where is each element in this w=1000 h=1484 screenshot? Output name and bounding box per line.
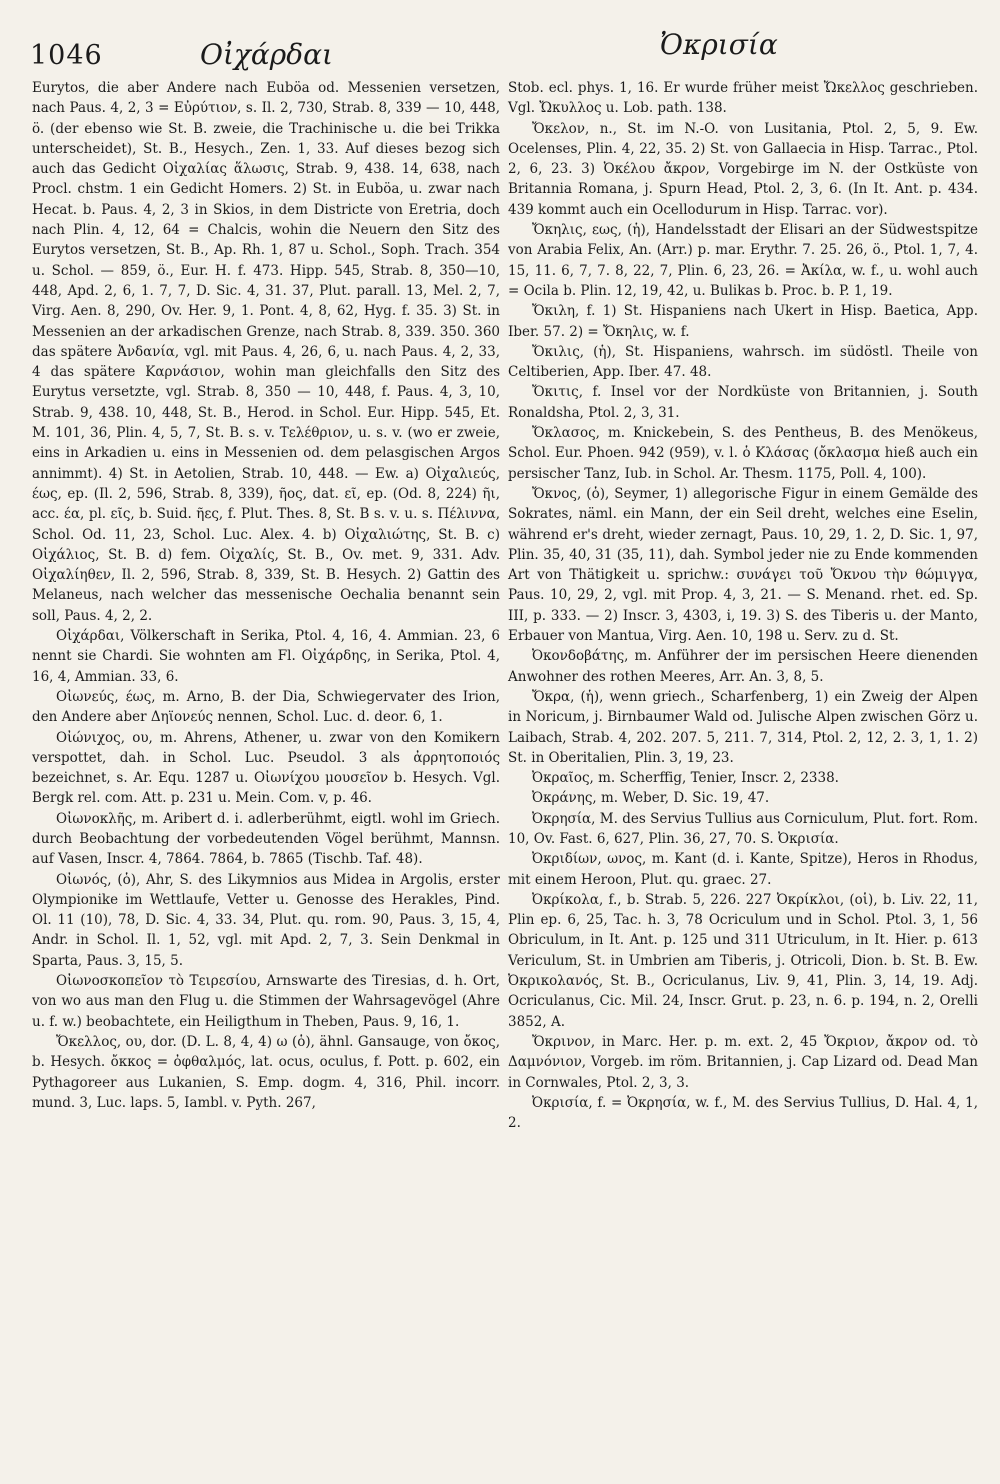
dictionary-entry: Ὀκριδίων, ωνος, m. Kant (d. i. Kante, Spitze), Heros in Rhodus, mit einem Heroon, Plut. qu. graec. 27. (508, 851, 978, 888)
dictionary-entry: Οἰωνοσκοπεῖον τὸ Τειρεσίου, Arnswarte des Tiresias, d. h. Ort, von wo aus man den Flug u. die Stimmen der Wahrsagevögel (Ahre u. f. w.) beobachtete, ein Heiligthum in Theben, Paus. 9, 16, 1. (32, 973, 500, 1030)
dictionary-entry: Ὄκλασος, m. Knickebein, S. des Pentheus, B. des Menökeus, Schol. Eur. Phoen. 942 (959), v. l. ὁ Κλάσας (ὄκλασμα hieß auch ein persischer Tanz, Iub. in Schol. Ar. Thesm. 1175, Poll. 4, 100). (508, 425, 978, 482)
dictionary-entry: Ὄκρινον, in Marc. Her. p. m. ext. 2, 45 Ὄκριον, ἄκρον od. τὸ Δαμνόνιον, Vorgeb. im röm. Britannien, j. Cap Lizard od. Dead Man in Cornwales, Ptol. 2, 3, 3. (508, 1033, 978, 1091)
right-running-headword: Ὀκρισία (660, 28, 778, 61)
left-running-headword: Οἰχάρδαι (200, 38, 334, 71)
dictionary-entry: Ὄκελον, n., St. im N.-O. von Lusitania, Ptol. 2, 5, 9. Ew. Ocelenses, Plin. 4, 22, 35. 2) St. von Gallaecia in Hisp. Tarrac., Ptol. 2, 6, 23. 3) Ὀκέλου ἄκρον, Vorgebirge im N. der Ostküste von Britannia Romana, j. Spurn Head, Ptol. 2, 3, 6. (In It. Ant. p. 434. 439 kommt auch ein Ocellodurum in Hisp. Tarrac. vor). (508, 120, 978, 218)
dictionary-entry: Ὄκιτις, f. Insel vor der Nordküste von Britannien, j. South Ronaldsha, Ptol. 2, 3, 31. (508, 384, 978, 421)
dictionary-entry: Ὀκραῖος, m. Scherffig, Tenier, Inscr. 2, 2338. (532, 770, 839, 787)
dictionary-entry: Ὄκρα, (ἡ), wenn griech., Scharfenberg, 1) ein Zweig der Alpen in Noricum, j. Birnbaumer Wald od. Julische Alpen zwischen Görz u. Laibach, Strab. 4, 202. 207. 5, 211. 7, 314, Ptol. 2, 12, 2. 3, 1, 1. 2) St. in Oberitalien, Plin. 3, 19, 23. (508, 688, 978, 766)
page-header (0, 28, 1000, 84)
dictionary-entry: Ὄκηλις, εως, (ἡ), Handelsstadt der Elisari an der Südwestspitze von Arabia Felix, An. (Arr.) p. mar. Erythr. 7. 25. 26, ö., Ptol. 1, 7, 4. 15, 11. 6, 7, 7. 8, 22, 7, Plin. 6, 23, 26. = Ἀκίλα, w. f., u. wohl auch = Ocila b. Plin. 12, 19, 42, u. Bulikas b. Proc. b. P. 1, 19. (508, 222, 978, 299)
dictionary-entry: Οἰωνεύς, έως, m. Arno, B. der Dia, Schwiegervater des Irion, den Andere aber Δηϊονεύς nennen, Schol. Luc. d. deor. 6, 1. (32, 688, 500, 726)
dictionary-entry: Οἰωνοκλῆς, m. Aribert d. i. adlerberühmt, eigtl. wohl im Griech. durch Beobachtung der vorbedeutenden Vögel berühmt, Mannsn. auf Vasen, Inscr. 4, 7864. 7864, b. 7865 (Tischb. Taf. 48). (32, 810, 500, 868)
left-column (32, 78, 500, 1113)
dictionary-entry: Ὀκρησία, M. des Servius Tullius aus Corniculum, Plut. fort. Rom. 10, Ov. Fast. 6, 627, Plin. 36, 27, 70. S. Ὀκρισία. (508, 810, 978, 847)
dictionary-entry: Οἰχάρδαι, Völkerschaft in Serika, Ptol. 4, 16, 4. Ammian. 23, 6 nennt sie Chardi. Sie wohnten am Fl. Οἰχάρδης, in Serika, Ptol. 4, 16, 4, Ammian. 33, 6. (32, 628, 500, 685)
dictionary-entry: Ὀκρίκολα, f., b. Strab. 5, 226. 227 Ὀκρίκλοι, (οἱ), b. Liv. 22, 11, Plin ep. 6, 25, Tac. h. 3, 78 Ocriculum und in Schol. Ptol. 3, 1, 56 Obriculum, in It. Ant. p. 125 und 311 Utriculum, in It. Hier. p. 613 Vericulum, St. in Umbrien am Tiberis, j. Otricoli, Dion. b. St. B. Ew. Ὀκρικολανός, St. B., Ocriculanus, Liv. 9, 41, Plin. 3, 14, 19. Adj. Ocriculanus, Cic. Mil. 24, Inscr. Grut. p. 23, n. 6. p. 194, n. 2, Orelli 3852, A. (508, 891, 978, 1030)
dictionary-entry: Ὄκιλη, f. 1) St. Hispaniens nach Ukert in Hisp. Baetica, App. Iber. 57. 2) = Ὄκηλις, w. f. (508, 303, 978, 340)
dictionary-entry: Ὄκιλις, (ἡ), St. Hispaniens, wahrsch. im südöstl. Theile von Celtiberien, App. Iber. 47. 48. (508, 343, 978, 381)
dictionary-entry: Οἰώνιχος, ου, m. Ahrens, Athener, u. zwar von den Komikern verspottet, dah. in Schol. Luc. Pseudol. 3 als ἀρρητοποιός bezeichnet, s. Ar. Equ. 1287 u. Οἰωνίχου μουσεῖον b. Hesych. Vgl. Bergk rel. com. Att. p. 231 u. Mein. Com. v, p. 46. (32, 729, 500, 807)
dictionary-entry: Ὄκελλος, ου, dor. (D. L. 8, 4, 4) ω (ὁ), ähnl. Gansauge, von ὄκος, b. Hesych. ὄκκος = ὀφθαλμός, lat. ocus, oculus, f. Pott. p. 602, ein Pythagoreer aus Lukanien, S. Emp. dogm. 4, 316, Phil. incorr. mund. 3, Luc. laps. 5, Iambl. v. Pyth. 267, (32, 1033, 500, 1111)
dictionary-entry: Οἰωνός, (ὁ), Ahr, S. des Likymnios aus Midea in Argolis, erster Olympionike im Wettlaufe, Vetter u. Genosse des Herakles, Pind. Ol. 11 (10), 78, D. Sic. 4, 33. 34, Plut. qu. rom. 90, Paus. 3, 15, 4, Andr. in Schol. Il. 1, 52, vgl. mit Apd. 2, 7, 3. Sein Denkmal in Sparta, Paus. 3, 15, 5. (32, 871, 500, 969)
dictionary-entry: Eurytos, die aber Andere nach Euböa od. Messenien versetzen, nach Paus. 4, 2, 3 = Εὐρύτιον, s. Il. 2, 730, Strab. 8, 339 — 10, 448, ö. (der ebenso wie St. B. zweie, die Trachinische u. die bei Trikka unterscheidet), St. B., Hesych., Zen. 1, 33. Auf dieses bezog sich auch das Gedicht Οἰχαλίας ἅλωσις, Strab. 9, 438. 14, 638, nach Procl. chstm. 1 ein Gedicht Homers. 2) St. in Euböa, u. zwar nach Hecat. b. Paus. 4, 2, 3 in Skios, in dem Districte von Eretria, doch nach Plin. 4, 12, 64 = Chalcis, wohin die Neuern den Sitz des Eurytos versetzen, St. B., Ap. Rh. 1, 87 u. Schol., Soph. Trach. 354 u. Schol. — 859, ö., Eur. H. f. 473. Hipp. 545, Strab. 8, 350—10, 448, Apd. 2, 6, 1. 7, 7, D. Sic. 4, 31. 37, Plut. parall. 13, Mel. 2, 7, Virg. Aen. 8, 290, Ov. Her. 9, 1. Pont. 4, 8, 62, Hyg. f. 35. 3) St. in Messenien an der arkadischen Grenze, nach Strab. 8, 339. 350. 360 das spätere Ἀνδανία, vgl. mit Paus. 4, 26, 6, u. nach Paus. 4, 2, 33, 4 das spätere Καρνάσιον, wohin man gleichfalls den Sitz des Eurytus versetzte, vgl. Strab. 8, 350 — 10, 448, f. Paus. 4, 3, 10, Strab. 9, 438. 10, 448, St. B., Herod. in Schol. Eur. Hipp. 545, Et. M. 101, 36, Plin. 4, 5, 7, St. B. s. v. Τελέθριον, u. s. v. (wo er zweie, eins in Arkadien u. eins in Messenien od. dem pelasgischen Argos annimmt). 4) St. in Aetolien, Strab. 10, 448. — Ew. a) Οἰχαλιεύς, έως, ep. (Il. 2, 596, Strab. 8, 339), ῆος, dat. εῖ, ep. (Od. 8, 224) ῆι, acc. έα, pl. εῖς, b. Suid. ῆες, f. Plut. Thes. 8, St. B s. v. u. s. Πέλιννα, Schol. Od. 11, 23, Schol. Luc. Alex. 4. b) Οἰχαλιώτης, St. B. c) Οἰχάλιος, St. B. d) fem. Οἰχαλίς, St. B., Ov. met. 9, 331. Adv. Οἰχαλίηθεν, Il. 2, 596, Strab. 8, 339, St. B. Hesych. 2) Gattin des Melaneus, nach welcher das messenische Oechalia benannt sein soll, Paus. 4, 2, 2. (32, 80, 500, 624)
page-number: 1046 (30, 40, 103, 71)
right-column (508, 78, 978, 1133)
dictionary-entry: Ὀκράνης, m. Weber, D. Sic. 19, 47. (532, 790, 770, 807)
dictionary-entry: Ὄκνος, (ὁ), Seymer, 1) allegorische Figur in einem Gemälde des Sokrates, näml. ein Mann, der ein Seil dreht, welches eine Eselin, während er's dreht, wieder zernagt, Paus. 10, 29, 1. 2, D. Sic. 1, 97, Plin. 35, 40, 31 (35, 11), dah. Symbol jeder nie zu Ende kommenden Art von Thätigkeit u. sprichw.: συνάγει τοῦ Ὄκνου τὴν θώμιγγα, Paus. 10, 29, 2, vgl. mit Prop. 4, 3, 21. — S. Menand. rhet. ed. Sp. III, p. 333. — 2) Inscr. 3, 4303, i, 19. 3) S. des Tiberis u. der Manto, Erbauer von Mantua, Virg. Aen. 10, 198 u. Serv. zu d. St. (508, 485, 978, 645)
dictionary-entry: Stob. ecl. phys. 1, 16. Er wurde früher meist Ὤκελλος geschrieben. Vgl. Ὤκυλλος u. Lob. path. 138. (508, 80, 978, 117)
dictionary-entry: Ὀκονδοβάτης, m. Anführer der im persischen Heere dienenden Anwohner des rothen Meeres, Arr. An. 3, 8, 5. (508, 648, 978, 685)
dictionary-entry: Ὀκρισία, f. = Ὀκρησία, w. f., M. des Servius Tullius, D. Hal. 4, 1, 2. (508, 1094, 978, 1132)
